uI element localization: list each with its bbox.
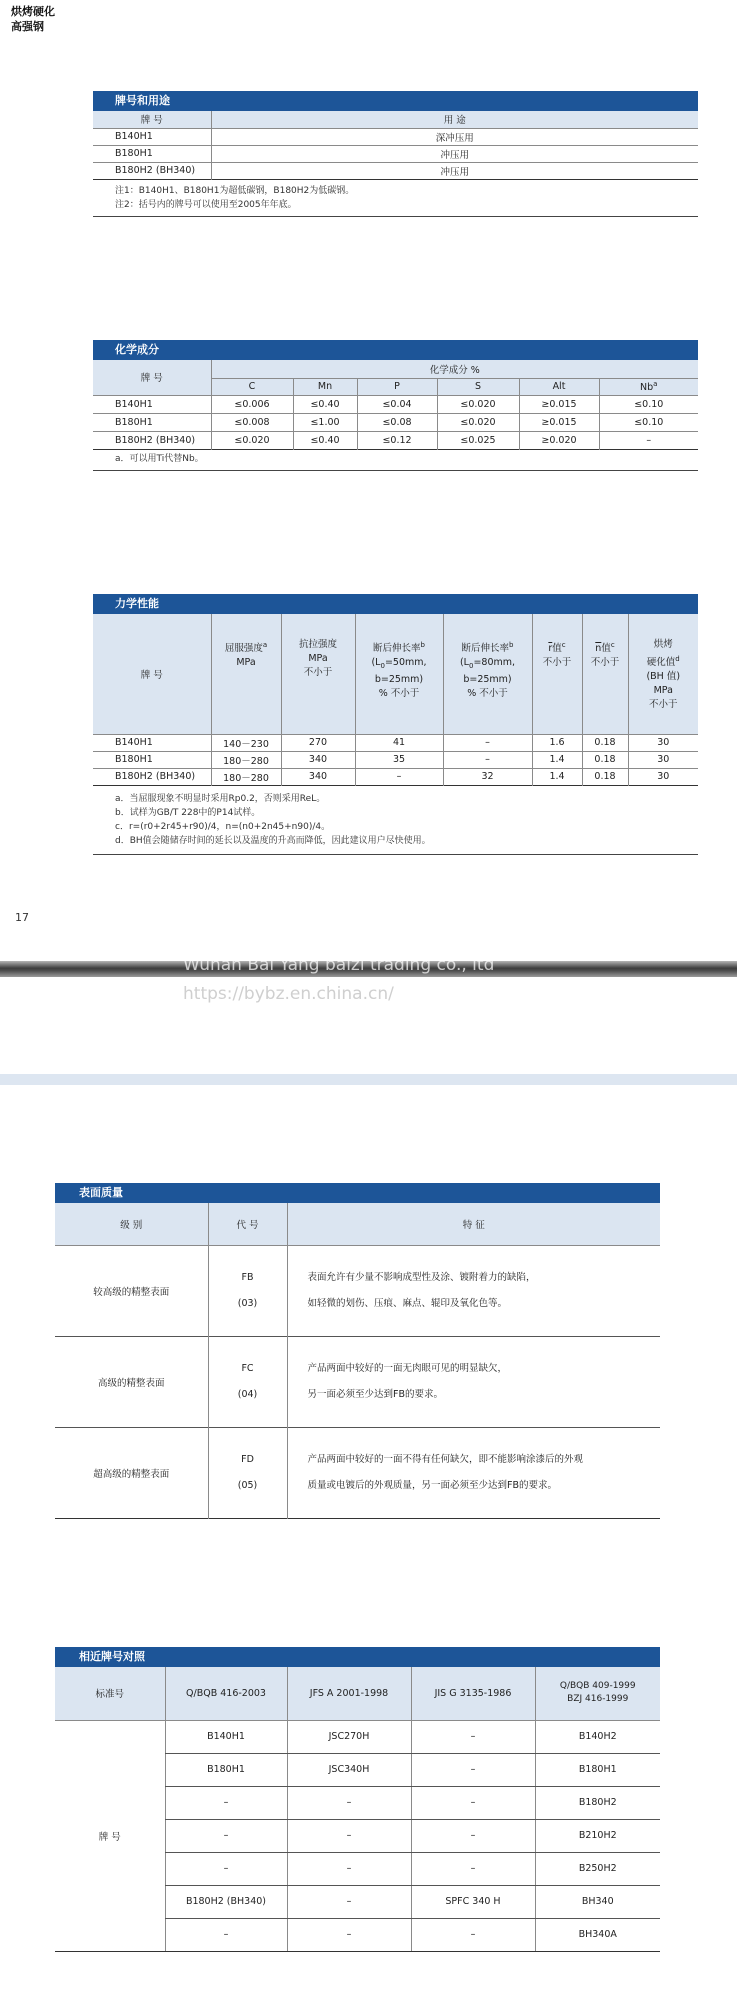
chem-value: ≤0.006 <box>211 395 293 413</box>
equiv-value: B180H2 (BH340) <box>165 1885 287 1918</box>
mech-value: 0.18 <box>582 768 628 785</box>
mech-value: 30 <box>628 734 698 751</box>
chem-value: ≤0.04 <box>357 395 437 413</box>
page-top-band <box>0 1074 737 1085</box>
surface-table <box>55 1203 660 1519</box>
equiv-header-jisg3135: JIS G 3135-1986 <box>411 1667 535 1720</box>
mech-value: 1.4 <box>532 768 582 785</box>
table-row <box>93 431 698 449</box>
mech-value: 30 <box>628 768 698 785</box>
surface-code: FB (03) <box>208 1245 287 1336</box>
mech-value: 180－280 <box>211 768 281 785</box>
equiv-row-label: 牌 号 <box>55 1720 165 1951</box>
chem-value: ≥0.015 <box>519 413 599 431</box>
surface-title: 表面质量 <box>55 1183 660 1203</box>
equiv-value: B140H1 <box>165 1720 287 1753</box>
chem-value: – <box>599 431 698 449</box>
equiv-value: B140H2 <box>535 1720 660 1753</box>
usage-notes <box>93 180 698 217</box>
equiv-value: – <box>165 1786 287 1819</box>
chem-value: ≤0.12 <box>357 431 437 449</box>
equiv-value: – <box>287 1786 411 1819</box>
chem-value: ≤0.020 <box>211 431 293 449</box>
mech-value: 1.6 <box>532 734 582 751</box>
chem-value: ≤0.020 <box>437 413 519 431</box>
chem-value: ≤1.00 <box>293 413 357 431</box>
mech-value: – <box>443 734 532 751</box>
mech-value: 30 <box>628 751 698 768</box>
surface-level: 高级的精整表面 <box>97 1377 165 1389</box>
chem-header-alt: Alt <box>519 378 599 395</box>
equivalent-title: 相近牌号对照 <box>55 1647 660 1667</box>
mech-header-bh-value: 烘烤 硬化值$^d$ (BH 值) MPa 不小于 <box>628 614 698 734</box>
chem-header-p: P <box>357 378 437 395</box>
surface-header-feature: 特 征 <box>287 1203 660 1245</box>
equiv-value: – <box>411 1852 535 1885</box>
surface-feature: 表面允许有少量不影响成型性及涂、镀附着力的缺陷， 如轻微的划伤、压痕、麻点、辊印及氧化色等。 <box>287 1245 660 1336</box>
mech-value: 41 <box>355 734 443 751</box>
equiv-value: B210H2 <box>535 1819 660 1852</box>
chem-grade: B180H2 (BH340) <box>115 434 196 446</box>
usage-header-use: 用 途 <box>211 111 698 128</box>
mechanical-notes <box>93 786 698 855</box>
mech-value: 180－280 <box>211 751 281 768</box>
chem-grade: B180H1 <box>115 416 153 428</box>
mech-grade: B180H1 <box>115 754 153 765</box>
mech-value: 340 <box>281 768 355 785</box>
usage-section <box>93 91 698 217</box>
surface-header-code: 代 号 <box>208 1203 287 1245</box>
usage-note-1: 注1：B140H1、B180H1为超低碳钢，B180H2为低碳钢。 <box>115 185 355 196</box>
table-row <box>93 395 698 413</box>
chem-header-s: S <box>437 378 519 395</box>
mechanical-note-c: c．r=(r0+2r45+r90)/4，n=(n0+2n45+n90)/4。 <box>115 821 331 832</box>
surface-feature: 产品两面中较好的一面无肉眼可见的明显缺欠， 另一面必须至少达到FB的要求。 <box>287 1336 660 1427</box>
mech-value: 340 <box>281 751 355 768</box>
mech-value: 32 <box>443 768 532 785</box>
mechanical-note-b: b．试样为GB/T 228中的P14试样。 <box>115 807 261 818</box>
surface-code: FD (05) <box>208 1427 287 1518</box>
equivalent-table <box>55 1667 660 1952</box>
watermark-url: https://bybz.en.china.cn/ <box>183 984 394 1004</box>
chem-header-mn: Mn <box>293 378 357 395</box>
equiv-value: – <box>165 1819 287 1852</box>
surface-header-level: 级 别 <box>120 1219 143 1231</box>
usage-use: 冲压用 <box>211 145 698 162</box>
mechanical-table <box>93 614 698 786</box>
category-label <box>11 4 55 34</box>
equiv-value: B180H1 <box>165 1753 287 1786</box>
table-row <box>93 751 698 768</box>
equiv-value: BH340A <box>535 1918 660 1951</box>
chem-value: ≤0.40 <box>293 431 357 449</box>
table-row <box>55 1427 660 1518</box>
equiv-value: – <box>411 1819 535 1852</box>
usage-header-grade: 牌 号 <box>140 115 163 127</box>
mech-value: – <box>355 768 443 785</box>
equiv-value: B180H1 <box>535 1753 660 1786</box>
usage-title: 牌号和用途 <box>93 91 698 111</box>
chem-header-c: C <box>211 378 293 395</box>
surface-level: 较高级的精整表面 <box>93 1286 170 1298</box>
mech-value: 140－230 <box>211 734 281 751</box>
chem-value: ≥0.015 <box>519 395 599 413</box>
mech-value: 0.18 <box>582 734 628 751</box>
chem-header-grade: 牌 号 <box>140 373 163 385</box>
equiv-header-qbqb409: Q/BQB 409-1999 BZJ 416-1999 <box>535 1667 660 1720</box>
equiv-value: – <box>411 1720 535 1753</box>
mech-value: 35 <box>355 751 443 768</box>
equiv-value: – <box>287 1819 411 1852</box>
mechanical-title: 力学性能 <box>93 594 698 614</box>
equiv-value: – <box>411 1918 535 1951</box>
mechanical-note-d: d．BH值会随储存时间的延长以及温度的升高而降低，因此建议用户尽快使用。 <box>115 835 431 846</box>
usage-note-2: 注2：括号内的牌号可以使用至2005年年底。 <box>115 199 297 210</box>
chem-grade: B140H1 <box>115 398 153 410</box>
surface-code: FC (04) <box>208 1336 287 1427</box>
chem-value: ≤0.10 <box>599 413 698 431</box>
page-number: 17 <box>15 911 29 924</box>
usage-grade: B180H1 <box>115 148 153 159</box>
mechanical-section <box>93 594 698 855</box>
surface-feature: 产品两面中较好的一面不得有任何缺欠，即不能影响涂漆后的外观 质量或电镀后的外观质量，另一面必须至少达到FB的要求。 <box>287 1427 660 1518</box>
table-row <box>55 1336 660 1427</box>
mech-header-grade: 牌 号 <box>140 669 163 681</box>
chemical-note: a．可以用Ti代替Nb。 <box>115 453 204 464</box>
equiv-header-qbqb416: Q/BQB 416-2003 <box>165 1667 287 1720</box>
watermark-company: Wuhan Bai Yang baizi trading co., ltd <box>183 955 495 975</box>
table-row <box>93 768 698 785</box>
mech-grade: B140H1 <box>115 737 153 748</box>
mechanical-note-a: a．当屈服现象不明显时采用Rp0.2，否则采用ReL。 <box>115 793 326 804</box>
mech-value: 0.18 <box>582 751 628 768</box>
table-row <box>55 1245 660 1336</box>
mech-header-n-value: $\overline{n}$值$^c$ 不小于 <box>582 614 628 734</box>
surface-level: 超高级的精整表面 <box>93 1468 170 1480</box>
equiv-value: BH340 <box>535 1885 660 1918</box>
equiv-value: JSC270H <box>287 1720 411 1753</box>
equiv-value: B250H2 <box>535 1852 660 1885</box>
equiv-value: – <box>287 1885 411 1918</box>
chem-value: ≤0.10 <box>599 395 698 413</box>
equiv-value: – <box>411 1786 535 1819</box>
chemical-notes <box>93 450 698 471</box>
equivalent-section <box>55 1647 660 1952</box>
chem-value: ≤0.40 <box>293 395 357 413</box>
equiv-value: – <box>287 1918 411 1951</box>
mech-header-tensile: 抗拉强度 MPa 不小于 <box>281 614 355 734</box>
chem-value: ≥0.020 <box>519 431 599 449</box>
usage-grade: B180H2 (BH340) <box>115 165 196 176</box>
equiv-value: JSC340H <box>287 1753 411 1786</box>
equiv-value: – <box>287 1852 411 1885</box>
chem-header-group: 化学成分 % <box>211 360 698 378</box>
equiv-value: – <box>165 1918 287 1951</box>
category-line-2: 高强钢 <box>11 20 44 33</box>
mech-value: – <box>443 751 532 768</box>
chem-value: ≤0.020 <box>437 395 519 413</box>
mech-grade: B180H2 (BH340) <box>115 771 196 782</box>
mech-header-r-value: $\overline{r}$值$^c$ 不小于 <box>532 614 582 734</box>
equiv-header-jfsa2001: JFS A 2001-1998 <box>287 1667 411 1720</box>
usage-use: 冲压用 <box>211 162 698 179</box>
mech-header-elong-80: 断后伸长率$^b$ ($L_0=80mm$, b=25mm) % 不小于 <box>443 614 532 734</box>
equiv-value: – <box>411 1753 535 1786</box>
equiv-header-standard: 标准号 <box>95 1689 124 1701</box>
usage-use: 深冲压用 <box>211 128 698 145</box>
usage-table <box>93 111 698 180</box>
chemical-title: 化学成分 <box>93 340 698 360</box>
table-row <box>93 162 698 179</box>
equiv-value: SPFC 340 H <box>411 1885 535 1918</box>
mech-value: 270 <box>281 734 355 751</box>
chem-value: ≤0.025 <box>437 431 519 449</box>
mech-header-elong-50: 断后伸长率$^b$ ($L_0=50mm$, b=25mm) % 不小于 <box>355 614 443 734</box>
table-row <box>93 145 698 162</box>
table-row <box>93 413 698 431</box>
chem-header-nb: Nb$^a$ <box>599 378 698 395</box>
chemical-table <box>93 360 698 450</box>
mech-value: 1.4 <box>532 751 582 768</box>
equiv-value: B180H2 <box>535 1786 660 1819</box>
table-row <box>55 1720 660 1753</box>
surface-section <box>55 1183 660 1519</box>
chem-value: ≤0.08 <box>357 413 437 431</box>
category-line-1: 烘烤硬化 <box>11 5 55 18</box>
usage-grade: B140H1 <box>115 131 153 142</box>
mech-header-yield: 屈服强度$^a$ MPa <box>211 614 281 734</box>
chem-value: ≤0.008 <box>211 413 293 431</box>
table-row <box>93 128 698 145</box>
table-row <box>93 734 698 751</box>
equiv-value: – <box>165 1852 287 1885</box>
chemical-section <box>93 340 698 471</box>
